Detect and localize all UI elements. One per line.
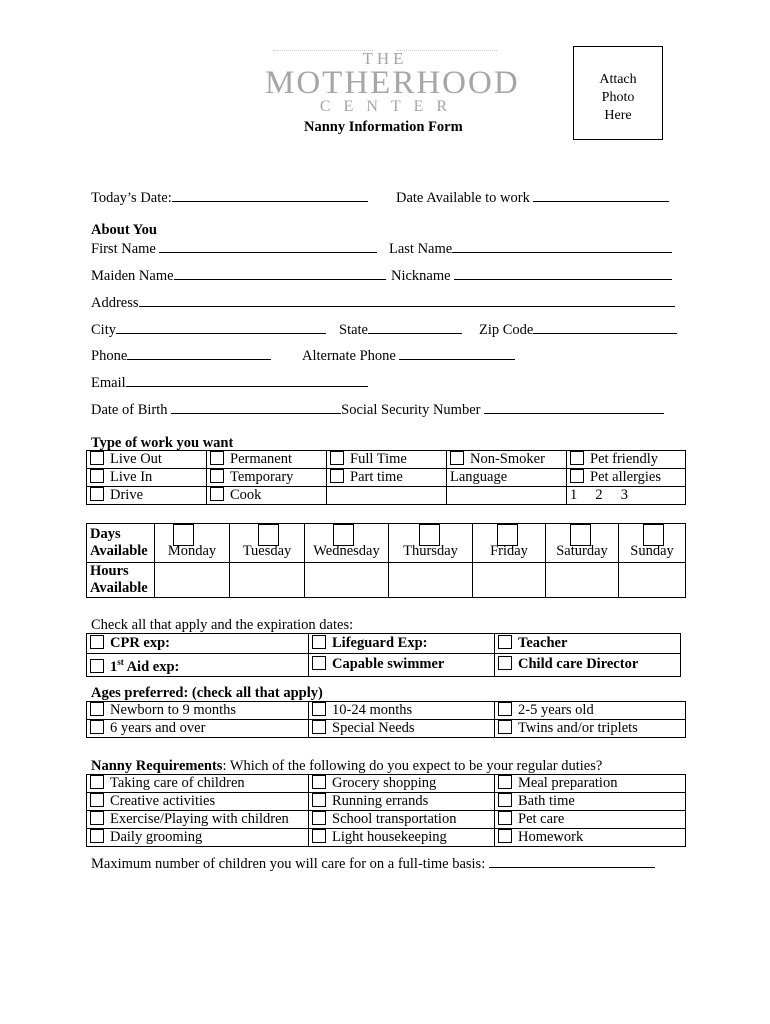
option-drive[interactable]: [87, 487, 207, 505]
hours-available-label: [87, 563, 155, 598]
cert-teacher[interactable]: [495, 634, 681, 654]
last-name-label: Last Name: [389, 241, 453, 257]
duty-homework[interactable]: [495, 829, 686, 847]
checkbox-icon[interactable]: [312, 720, 326, 734]
city-row: [91, 320, 326, 339]
day-label: Monday: [167, 543, 217, 559]
nickname-label: Nickname: [391, 268, 451, 284]
duty-label: School transportation: [332, 811, 457, 827]
option-non-smoker[interactable]: [447, 451, 567, 469]
photo-label-2: Photo: [601, 90, 635, 105]
cert-cpr[interactable]: [87, 634, 309, 654]
checkbox-icon[interactable]: [210, 451, 224, 465]
day-friday[interactable]: [473, 524, 546, 563]
checkbox-icon[interactable]: [330, 451, 344, 465]
option-label: Full Time: [350, 451, 407, 467]
day-label: Saturday: [556, 543, 608, 559]
cert-first-aid[interactable]: [87, 654, 309, 677]
logo-rule-right: [397, 50, 497, 51]
available-label: Available: [90, 543, 148, 559]
cert-swimmer[interactable]: [309, 654, 495, 677]
option-label: Part time: [350, 469, 403, 485]
duty-label: Light housekeeping: [332, 829, 447, 845]
phone-field[interactable]: [127, 346, 271, 360]
day-label: Friday: [490, 543, 528, 559]
option-label: Non-Smoker: [470, 451, 545, 467]
checkbox-icon[interactable]: [498, 811, 512, 825]
email-row: [91, 373, 368, 392]
photo-label-1: Attach: [599, 72, 637, 87]
day-saturday[interactable]: [546, 524, 619, 563]
cert-label: Capable swimmer: [332, 656, 445, 673]
hours-thursday[interactable]: [389, 563, 473, 598]
ssn-field[interactable]: [484, 400, 664, 414]
pet-rating-scale[interactable]: 1 2 3: [567, 487, 686, 505]
cert-label: Lifeguard Exp:: [332, 635, 428, 651]
form-title: Nanny Information Form: [304, 119, 463, 135]
hours-wednesday[interactable]: [305, 563, 389, 598]
day-monday[interactable]: [155, 524, 230, 563]
option-permanent[interactable]: [207, 451, 327, 469]
checkbox-icon[interactable]: [90, 793, 104, 807]
about-you-heading: About You: [91, 222, 157, 238]
checkbox-icon[interactable]: [570, 469, 584, 483]
cert-label-sup: st: [117, 657, 124, 667]
work-type-table: [86, 450, 686, 505]
ssn-label: Social Security Number: [341, 402, 481, 418]
checkbox-icon[interactable]: [90, 451, 104, 465]
duty-creative[interactable]: [87, 793, 309, 811]
duty-label: Bath time: [518, 793, 575, 809]
days-available-label: [87, 524, 155, 563]
state-row: [339, 320, 462, 339]
requirements-heading-bold: Nanny Requirements: [91, 758, 223, 774]
duty-errands[interactable]: [309, 793, 495, 811]
duty-exercise[interactable]: [87, 811, 309, 829]
checkbox-icon[interactable]: [312, 793, 326, 807]
days-available-table: [86, 523, 686, 598]
cert-label: Teacher: [518, 635, 568, 651]
maiden-name-row: [91, 266, 386, 285]
age-label: 6 years and over: [110, 720, 206, 736]
logo-motherhood: MOTHERHOOD: [265, 65, 520, 101]
logo-rule-left: [273, 50, 373, 51]
duty-meal-prep[interactable]: [495, 775, 686, 793]
checkbox-icon[interactable]: [498, 829, 512, 843]
checkbox-icon[interactable]: [90, 811, 104, 825]
age-label: Twins and/or triplets: [518, 720, 638, 736]
dob-label: Date of Birth: [91, 402, 168, 418]
available-label: Available: [90, 580, 148, 596]
option-temporary[interactable]: [207, 469, 327, 487]
checkbox-icon[interactable]: [90, 487, 104, 501]
option-label: Live In: [110, 469, 153, 485]
empty-cell: [327, 487, 447, 505]
checkbox-icon[interactable]: [90, 469, 104, 483]
checkbox-icon[interactable]: [330, 469, 344, 483]
age-label: Special Needs: [332, 720, 415, 736]
hours-label: Hours: [90, 563, 129, 579]
age-label: Newborn to 9 months: [110, 702, 237, 718]
last-name-row: [389, 239, 672, 258]
logo-the: THE: [362, 49, 408, 68]
nickname-field[interactable]: [454, 266, 672, 280]
checkbox-icon[interactable]: [498, 635, 512, 649]
requirements-table: [86, 774, 686, 847]
option-label: Temporary: [230, 469, 294, 485]
last-name-field[interactable]: [452, 239, 672, 253]
checkbox-icon[interactable]: [90, 775, 104, 789]
checkbox-icon[interactable]: [90, 702, 104, 716]
nickname-row: [391, 266, 672, 285]
duty-grocery[interactable]: [309, 775, 495, 793]
checkbox-icon[interactable]: [90, 635, 104, 649]
duty-label: Taking care of children: [110, 775, 245, 791]
duty-label: Grocery shopping: [332, 775, 437, 791]
option-label: Live Out: [110, 451, 162, 467]
attach-photo-box[interactable]: [573, 46, 663, 140]
maiden-name-label: Maiden Name: [91, 268, 174, 284]
hours-monday[interactable]: [155, 563, 230, 598]
work-type-heading: Type of work you want: [91, 435, 234, 451]
duty-label: Exercise/Playing with children: [110, 811, 289, 827]
age-2-5-years[interactable]: [495, 702, 686, 720]
age-label: 10-24 months: [332, 702, 413, 718]
duty-housekeeping[interactable]: [309, 829, 495, 847]
day-label: Thursday: [403, 543, 458, 559]
checkbox-icon[interactable]: [570, 451, 584, 465]
duty-grooming[interactable]: [87, 829, 309, 847]
option-label: Pet allergies: [590, 469, 662, 485]
dob-field[interactable]: [171, 400, 341, 414]
duty-label: Creative activities: [110, 793, 216, 809]
age-special-needs[interactable]: [309, 720, 495, 738]
checkbox-icon[interactable]: [450, 451, 464, 465]
duty-label: Pet care: [518, 811, 565, 827]
zip-label: Zip Code: [479, 322, 534, 338]
hours-friday[interactable]: [473, 563, 546, 598]
option-full-time[interactable]: [327, 451, 447, 469]
checkbox-icon[interactable]: [312, 811, 326, 825]
checkbox-icon[interactable]: [90, 659, 104, 673]
cert-label: CPR exp:: [110, 635, 171, 651]
day-label: Sunday: [630, 543, 674, 559]
requirements-heading-text: : Which of the following do you expect to be your regular duties?: [222, 758, 603, 774]
day-wednesday[interactable]: [305, 524, 389, 563]
state-field[interactable]: [368, 320, 462, 334]
email-field[interactable]: [126, 373, 368, 387]
option-label: Language: [450, 469, 508, 485]
certs-table: [86, 633, 681, 677]
duty-pet-care[interactable]: [495, 811, 686, 829]
duty-label: Homework: [518, 829, 584, 845]
motherhood-center-logo: [265, 30, 520, 115]
option-label: Cook: [230, 487, 262, 503]
option-part-time[interactable]: [327, 469, 447, 487]
max-children-row: [91, 854, 655, 873]
day-label: Tuesday: [242, 543, 292, 559]
checkbox-icon[interactable]: [498, 656, 512, 670]
alt-phone-field[interactable]: [399, 346, 515, 360]
option-label: Permanent: [230, 451, 293, 467]
certs-intro: Check all that apply and the expiration dates:: [91, 617, 354, 633]
maiden-name-field[interactable]: [174, 266, 386, 280]
option-live-in[interactable]: [87, 469, 207, 487]
checkbox-icon[interactable]: [312, 702, 326, 716]
ages-heading: Ages preferred: (check all that apply): [91, 685, 323, 701]
age-label: 2-5 years old: [518, 702, 594, 718]
checkbox-icon[interactable]: [90, 720, 104, 734]
option-cook[interactable]: [207, 487, 327, 505]
city-field[interactable]: [116, 320, 326, 334]
days-label: Days: [90, 526, 121, 542]
alt-phone-label: Alternate Phone: [302, 348, 396, 364]
option-pet-allergies[interactable]: [567, 469, 686, 487]
checkbox-icon[interactable]: [498, 775, 512, 789]
hours-saturday[interactable]: [546, 563, 619, 598]
duty-label: Meal preparation: [518, 775, 618, 791]
dob-row: [91, 400, 664, 419]
option-label: Drive: [110, 487, 144, 503]
empty-cell: [447, 487, 567, 505]
age-6-and-over[interactable]: [87, 720, 309, 738]
checkbox-icon[interactable]: [312, 656, 326, 670]
ages-table: [86, 701, 686, 738]
option-language[interactable]: [447, 469, 567, 487]
cert-label: 1: [110, 658, 118, 675]
checkbox-icon[interactable]: [90, 829, 104, 843]
hours-tuesday[interactable]: [230, 563, 305, 598]
duty-label: Running errands: [332, 793, 429, 809]
date-available-field[interactable]: [533, 188, 669, 202]
checkbox-icon[interactable]: [312, 829, 326, 843]
phone-row: [91, 346, 271, 365]
day-tuesday[interactable]: [230, 524, 305, 563]
address-label: Address: [91, 295, 139, 311]
cert-label: Child care Director: [518, 656, 639, 673]
address-field[interactable]: [139, 293, 675, 307]
first-name-field[interactable]: [159, 239, 377, 253]
date-available-row: [396, 188, 669, 207]
duty-label: Daily grooming: [110, 829, 203, 845]
date-available-label: Date Available to work: [396, 190, 530, 206]
phone-label: Phone: [91, 348, 128, 364]
zip-field[interactable]: [533, 320, 677, 334]
option-live-out[interactable]: [87, 451, 207, 469]
logo-center: CENTER: [319, 98, 461, 115]
email-label: Email: [91, 375, 126, 391]
duty-school-transport[interactable]: [309, 811, 495, 829]
age-twins-triplets[interactable]: [495, 720, 686, 738]
duty-bath[interactable]: [495, 793, 686, 811]
todays-date-row: [91, 188, 368, 207]
first-name-label: First Name: [91, 241, 156, 257]
cert-label: Aid exp:: [123, 658, 180, 675]
first-name-row: [91, 239, 377, 258]
cert-lifeguard[interactable]: [309, 634, 495, 654]
checkbox-icon[interactable]: [210, 487, 224, 501]
cert-director[interactable]: [495, 654, 681, 677]
day-label: Wednesday: [313, 543, 380, 559]
max-children-label: Maximum number of children you will care for on a full-time basis:: [91, 856, 486, 872]
checkbox-icon[interactable]: [312, 635, 326, 649]
day-sunday[interactable]: [619, 524, 686, 563]
city-label: City: [91, 322, 116, 338]
duty-childcare[interactable]: [87, 775, 309, 793]
checkbox-icon[interactable]: [498, 702, 512, 716]
photo-label-3: Here: [604, 108, 632, 123]
todays-date-field[interactable]: [172, 188, 368, 202]
todays-date-label: Today’s Date:: [91, 190, 172, 206]
address-row: [91, 293, 675, 312]
option-pet-friendly[interactable]: [567, 451, 686, 469]
age-newborn[interactable]: [87, 702, 309, 720]
hours-sunday[interactable]: [619, 563, 686, 598]
checkbox-icon[interactable]: [210, 469, 224, 483]
day-thursday[interactable]: [389, 524, 473, 563]
checkbox-icon[interactable]: [498, 793, 512, 807]
requirements-heading: [91, 757, 602, 775]
option-label: Pet friendly: [590, 451, 659, 467]
alt-phone-row: [302, 346, 515, 365]
checkbox-icon[interactable]: [312, 775, 326, 789]
zip-row: [479, 320, 677, 339]
age-10-24-months[interactable]: [309, 702, 495, 720]
state-label: State: [339, 322, 368, 338]
max-children-field[interactable]: [489, 854, 655, 868]
checkbox-icon[interactable]: [498, 720, 512, 734]
